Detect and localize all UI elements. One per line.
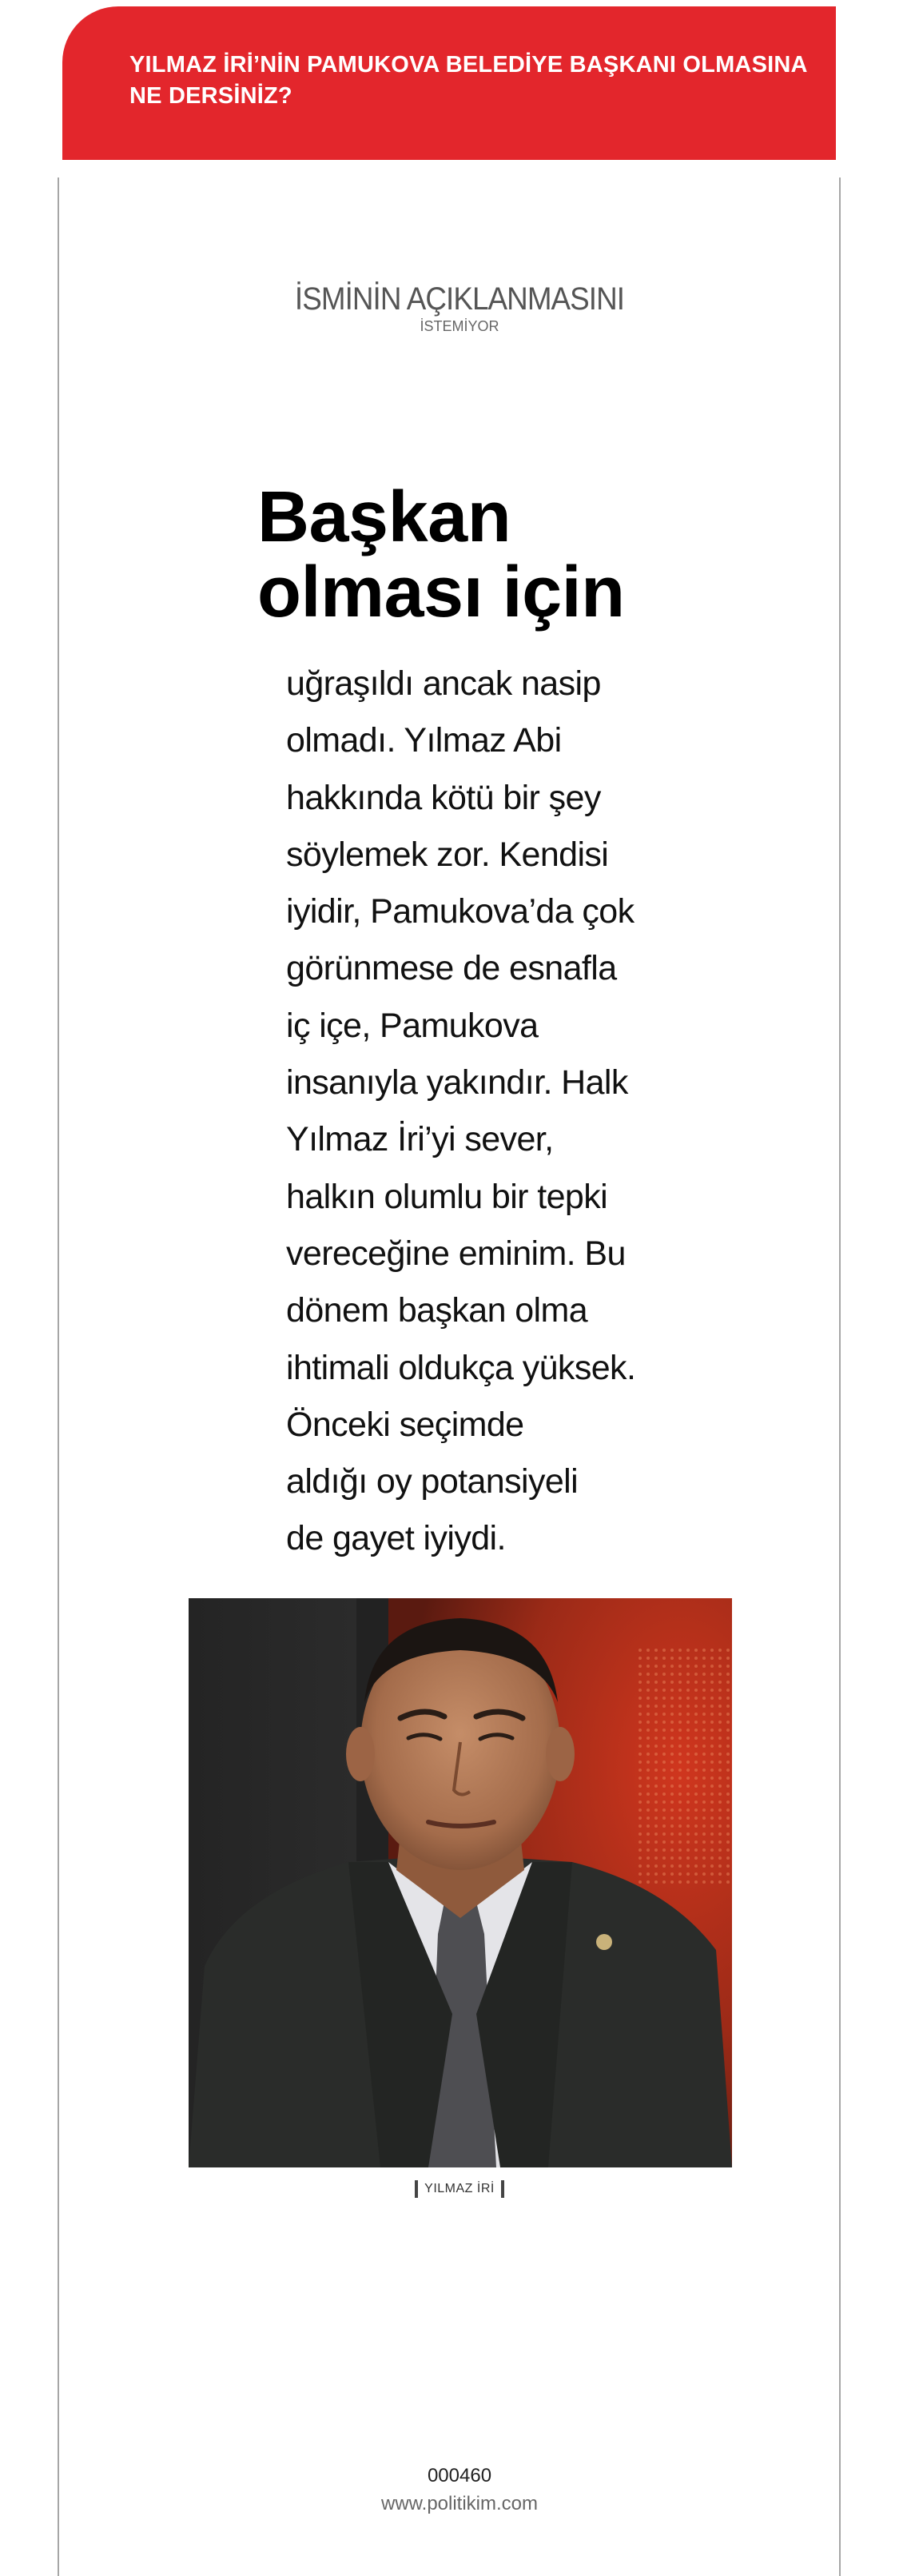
body-line: görünmese de esnafla	[286, 949, 617, 988]
caption-bar-right	[501, 2180, 504, 2198]
photo-caption-text: YILMAZ İRİ	[424, 2182, 495, 2195]
respondent-name: İSMİNİN AÇIKLANMASINI	[294, 281, 625, 317]
caption-bar-left	[415, 2180, 418, 2198]
respondent-note: İSTEMİYOR	[420, 318, 499, 334]
body-line: hakkında kötü bir şey	[286, 778, 601, 817]
body-line: halkın olumlu bir tepki	[286, 1177, 608, 1216]
portrait-illustration	[189, 1598, 732, 2167]
body-line: vereceğine eminim. Bu	[286, 1234, 626, 1273]
footer-url[interactable]: www.politikim.com	[380, 2493, 539, 2514]
portrait-photo	[189, 1598, 732, 2167]
body-line: iç içe, Pamukova	[286, 1006, 539, 1045]
body-line: söylemek zor. Kendisi	[286, 835, 609, 874]
body-line: insanıyla yakındır. Halk	[286, 1063, 628, 1103]
article-body	[286, 656, 686, 1568]
respondent-block	[0, 281, 919, 334]
body-line: ihtimali oldukça yüksek.	[286, 1348, 636, 1387]
article-headline	[257, 477, 705, 632]
body-line: Yılmaz İri’yi sever,	[286, 1120, 554, 1159]
header-title: YILMAZ İRİ’NİN PAMUKOVA BELEDİYE BAŞKANI OLMASINA NE DERSİNİZ?	[129, 52, 807, 109]
body-line: Önceki seçimde	[286, 1405, 524, 1444]
photo-caption	[0, 2180, 919, 2198]
body-line: de gayet iyiydi.	[286, 1519, 506, 1558]
header-banner	[62, 6, 836, 160]
body-line: uğraşıldı ancak nasip	[286, 664, 601, 703]
footer-number: 000460	[427, 2465, 492, 2486]
headline-line: Başkan	[257, 477, 511, 557]
body-line: aldığı oy potansiyeli	[286, 1462, 579, 1501]
body-line: olmadı. Yılmaz Abi	[286, 721, 562, 760]
headline-line: olması için	[257, 552, 625, 632]
body-line: iyidir, Pamukova’da çok	[286, 892, 635, 931]
body-line: dönem başkan olma	[286, 1291, 588, 1330]
